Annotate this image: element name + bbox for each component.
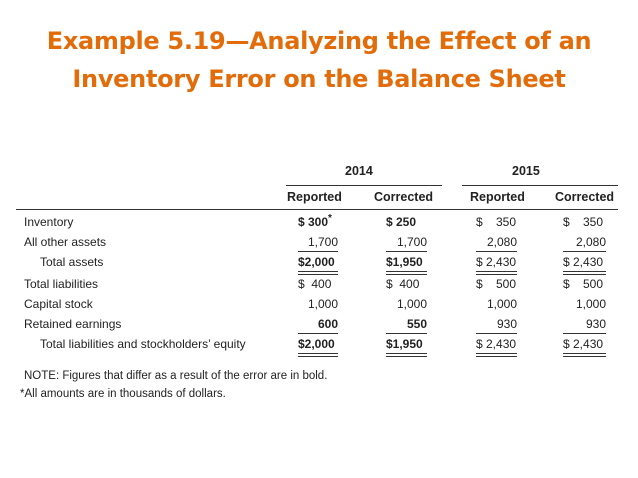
subtotal-rule [476,333,517,334]
row-label-other-assets: All other assets [24,235,107,249]
row-label-total-liabilities: Total liabilities [24,277,99,291]
cell-inventory-2014-reported: $ 300* [298,213,332,229]
cell-total-le-2015-corrected: $ 2,430 [563,337,604,351]
col-header-2014-reported: Reported [287,190,342,204]
subtotal-rule [298,251,338,252]
cell-liabilities-2014-reported: $ 400 [298,277,332,291]
cell-other-assets-2015-corrected: 2,080 [575,235,606,249]
cell-other-assets-2014-corrected: 1,700 [396,235,427,249]
total-double-rule [298,271,338,275]
cell-liabilities-2015-reported: $ 500 [476,277,517,291]
subtotal-rule [386,251,427,252]
subtotal-rule [476,251,517,252]
cell-inventory-2015-corrected: $ 350 [563,215,604,229]
subtotal-rule [563,251,606,252]
cell-capital-2014-reported: 1,000 [307,297,338,311]
title-line-2: Inventory Error on the Balance Sheet [72,65,566,93]
col-header-2014-corrected: Corrected [374,190,434,204]
col-header-2015-corrected: Corrected [555,190,615,204]
total-double-rule [563,271,606,275]
cell-total-assets-2014-corrected: $1,950 [386,255,423,269]
cell-retained-2014-corrected: 550 [406,317,427,331]
note-text: NOTE: Figures that differ as a result of the error are in bold. [24,370,328,382]
cell-total-le-2014-reported: $2,000 [298,337,335,351]
cell-total-assets-2015-reported: $ 2,430 [476,255,517,269]
cell-total-assets-2015-corrected: $ 2,430 [563,255,604,269]
total-double-rule [386,271,427,275]
row-label-total-assets: Total assets [40,255,104,269]
cell-capital-2015-reported: 1,000 [486,297,517,311]
year-rule-2014 [286,185,442,186]
cell-capital-2014-corrected: 1,000 [396,297,427,311]
row-label-capital-stock: Capital stock [24,297,93,311]
cell-total-assets-2014-reported: $2,000 [298,255,335,269]
header-rule [16,209,618,210]
cell-retained-2015-corrected: 930 [585,317,606,331]
subtotal-rule [386,333,427,334]
total-double-rule [476,353,517,357]
row-label-retained-earnings: Retained earnings [24,317,122,331]
cell-inventory-2015-reported: $ 350 [476,215,517,229]
title-line-1: Example 5.19—Analyzing the Effect of an [46,27,592,55]
total-double-rule [386,353,427,357]
cell-total-le-2014-corrected: $1,950 [386,337,423,351]
footnote-text: *All amounts are in thousands of dollars. [20,388,226,400]
cell-liabilities-2014-corrected: $ 400 [386,277,420,291]
row-label-total-liabilities-equity: Total liabilities and stockholders’ equity [40,337,246,351]
total-double-rule [563,353,606,357]
col-header-2015-reported: Reported [470,190,525,204]
year-header-2014: 2014 [345,164,373,178]
year-header-2015: 2015 [512,164,540,178]
cell-total-le-2015-reported: $ 2,430 [476,337,517,351]
subtotal-rule [298,333,338,334]
cell-capital-2015-corrected: 1,000 [575,297,606,311]
cell-liabilities-2015-corrected: $ 500 [563,277,604,291]
year-rule-2015 [462,185,618,186]
cell-other-assets-2014-reported: 1,700 [307,235,338,249]
total-double-rule [476,271,517,275]
cell-inventory-2014-corrected: $ 250 [386,215,417,229]
row-label-inventory: Inventory [24,215,74,229]
total-double-rule [298,353,338,357]
cell-retained-2015-reported: 930 [496,317,517,331]
cell-retained-2014-reported: 600 [317,317,338,331]
cell-other-assets-2015-reported: 2,080 [486,235,517,249]
subtotal-rule [563,333,606,334]
